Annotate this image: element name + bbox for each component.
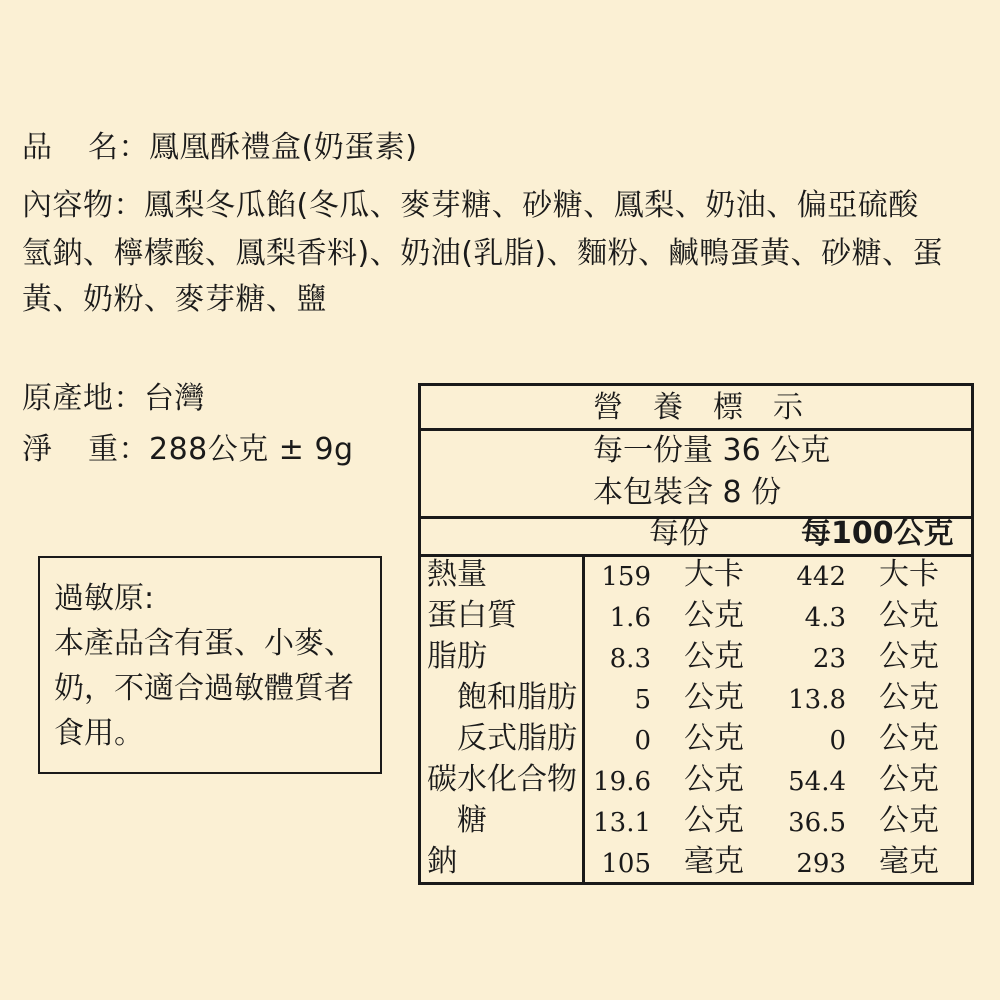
contents-line-3: 黃、奶粉、麥芽糖、鹽 (22, 282, 327, 317)
net-weight-label-a: 淨 (22, 432, 53, 467)
nutrient-name: 鈉 (427, 844, 457, 879)
col-per-serving: 每份 (649, 516, 709, 551)
per-100g-unit: 大卡 (879, 557, 939, 592)
contents-line-1: 內容物：鳳梨冬瓜餡(冬瓜、麥芽糖、砂糖、鳳梨、奶油、偏亞硫酸 (22, 188, 919, 223)
nutrition-title: 營 養 標 示 (593, 390, 803, 425)
per-100g-value: 13.8 (788, 685, 846, 715)
per-100g-unit: 公克 (879, 721, 939, 756)
net-weight-value: 288公克 ± 9g (149, 432, 354, 467)
per-100g-unit: 公克 (879, 803, 939, 838)
nutrient-name: 飽和脂肪 (457, 680, 577, 715)
per-100g-unit: 公克 (879, 598, 939, 633)
net-weight-line (22, 430, 354, 470)
allergen-box (38, 556, 382, 774)
per-serving-unit: 公克 (684, 762, 744, 797)
origin-line: 原產地：台灣 (22, 381, 205, 416)
per-serving-value: 1.6 (609, 603, 651, 633)
per-serving-unit: 公克 (684, 598, 744, 633)
nutrient-name: 熱量 (427, 557, 487, 592)
product-name-label-b: 名： (88, 130, 149, 165)
per-100g-unit: 毫克 (879, 844, 939, 879)
per-100g-unit: 公克 (879, 762, 939, 797)
nutrient-name: 脂肪 (427, 639, 487, 674)
nutrient-name: 蛋白質 (427, 598, 517, 633)
per-serving-value: 5 (634, 685, 651, 715)
serving-size: 每一份量 36 公克 (593, 433, 831, 468)
per-100g-unit: 公克 (879, 680, 939, 715)
nutrition-table (418, 383, 974, 885)
per-100g-value: 442 (796, 562, 846, 592)
nutrient-name: 糖 (457, 803, 487, 838)
product-name-line (22, 128, 417, 168)
net-weight-label-b: 重： (88, 432, 149, 467)
product-name-value: 鳳凰酥禮盒(奶蛋素) (149, 130, 418, 165)
per-serving-unit: 大卡 (684, 557, 744, 592)
col-per-100g: 每100公克 (801, 516, 954, 551)
per-serving-value: 159 (601, 562, 651, 592)
per-serving-value: 0 (634, 726, 651, 756)
per-serving-value: 19.6 (593, 767, 651, 797)
per-100g-value: 293 (796, 849, 846, 879)
contents-line-2: 氫鈉、檸檬酸、鳳梨香料)、奶油(乳脂)、麵粉、鹹鴨蛋黃、砂糖、蛋 (22, 236, 944, 271)
per-100g-value: 54.4 (788, 767, 846, 797)
allergen-line-1: 本產品含有蛋、小麥、 (54, 626, 354, 661)
per-100g-value: 0 (829, 726, 846, 756)
per-serving-value: 8.3 (609, 644, 651, 674)
per-100g-unit: 公克 (879, 639, 939, 674)
per-serving-unit: 毫克 (684, 844, 744, 879)
per-serving-value: 105 (601, 849, 651, 879)
nutrient-name: 反式脂肪 (457, 721, 577, 756)
nutrient-name: 碳水化合物 (427, 762, 577, 797)
per-serving-unit: 公克 (684, 803, 744, 838)
column-divider (582, 554, 585, 882)
per-100g-value: 36.5 (788, 808, 846, 838)
servings-per-package: 本包裝含 8 份 (593, 475, 782, 510)
allergen-line-3: 食用。 (54, 716, 144, 751)
per-serving-unit: 公克 (684, 721, 744, 756)
per-serving-unit: 公克 (684, 639, 744, 674)
allergen-line-2: 奶，不適合過敏體質者 (54, 671, 354, 706)
per-100g-value: 23 (812, 644, 846, 674)
per-100g-value: 4.3 (804, 603, 846, 633)
per-serving-unit: 公克 (684, 680, 744, 715)
per-serving-value: 13.1 (593, 808, 651, 838)
allergen-title: 過敏原: (54, 581, 155, 616)
product-name-label-a: 品 (22, 130, 53, 165)
